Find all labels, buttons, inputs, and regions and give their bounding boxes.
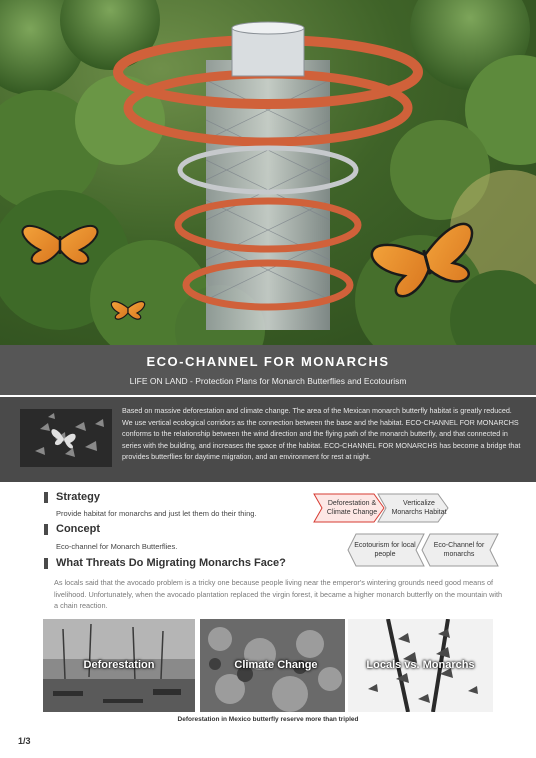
photo-locals-vs-monarchs — [348, 619, 493, 712]
threats-marker — [44, 558, 48, 569]
strategy-marker — [44, 492, 48, 503]
hero-image — [0, 0, 536, 345]
hero-illustration — [0, 0, 536, 345]
flow-label-1: Deforestation & Climate Change — [326, 500, 378, 516]
concept-text: Eco-channel for Monarch Butterflies. — [56, 542, 178, 551]
intro-paragraph: Based on massive deforestation and climate change. The area of the Mexican monarch butterfly habitat is greatly reduced. We use vertical ecological corridors as the connection between the base and the habitat. ECO-CHANNEL FOR MONARCHS conforms to the relationship between the wind direction and the flying path of the monarch butterfly, and that connected in series with the building, and increases the space of the habitat. ECO-CHANNEL FOR MONARCHS has become a bridge that provides butterflies for daytime migration, and an environment for rest at night. — [122, 406, 521, 462]
photo-label-locals-vs-monarchs: Locals vs. Monarchs — [366, 659, 475, 671]
threats-paragraph: As locals said that the avocado problem is a tricky one because people living near the emperor's wintering grounds need good means of livelihood. Unfortunately, when the avocado plantation replaced the virgin forest, it became a higher monarch butterfly on the mountain with a chain reaction. — [54, 578, 503, 611]
flow-label-3: Ecotourism for local people — [354, 542, 416, 558]
photo-deforestation — [43, 619, 195, 712]
butterfly-cluster-icon — [20, 409, 112, 467]
page-subtitle: LIFE ON LAND - Protection Plans for Monarch Butterflies and Ecotourism — [129, 376, 407, 386]
concept-marker — [44, 524, 48, 535]
concept-heading: Concept — [56, 523, 100, 535]
threats-heading: What Threats Do Migrating Monarchs Face? — [56, 557, 286, 569]
butterfly-cluster-photo — [20, 409, 112, 467]
photo-label-deforestation: Deforestation — [83, 659, 155, 671]
flow-label-2: Verticalize Monarchs Habitat — [391, 500, 447, 516]
title-band — [0, 345, 536, 395]
page-title: ECO-CHANNEL FOR MONARCHS — [146, 354, 390, 369]
flow-label-4: Eco-Channel for monarchs — [433, 542, 485, 558]
strategy-text: Provide habitat for monarchs and just let them do their thing. — [56, 509, 257, 518]
page-number: 1/3 — [18, 736, 31, 746]
photo-climate-change — [200, 619, 352, 712]
photo-caption: Deforestation in Mexico butterfly reserve more than tripled — [177, 716, 359, 723]
photo-label-climate-change: Climate Change — [234, 659, 318, 671]
strategy-heading: Strategy — [56, 491, 101, 503]
